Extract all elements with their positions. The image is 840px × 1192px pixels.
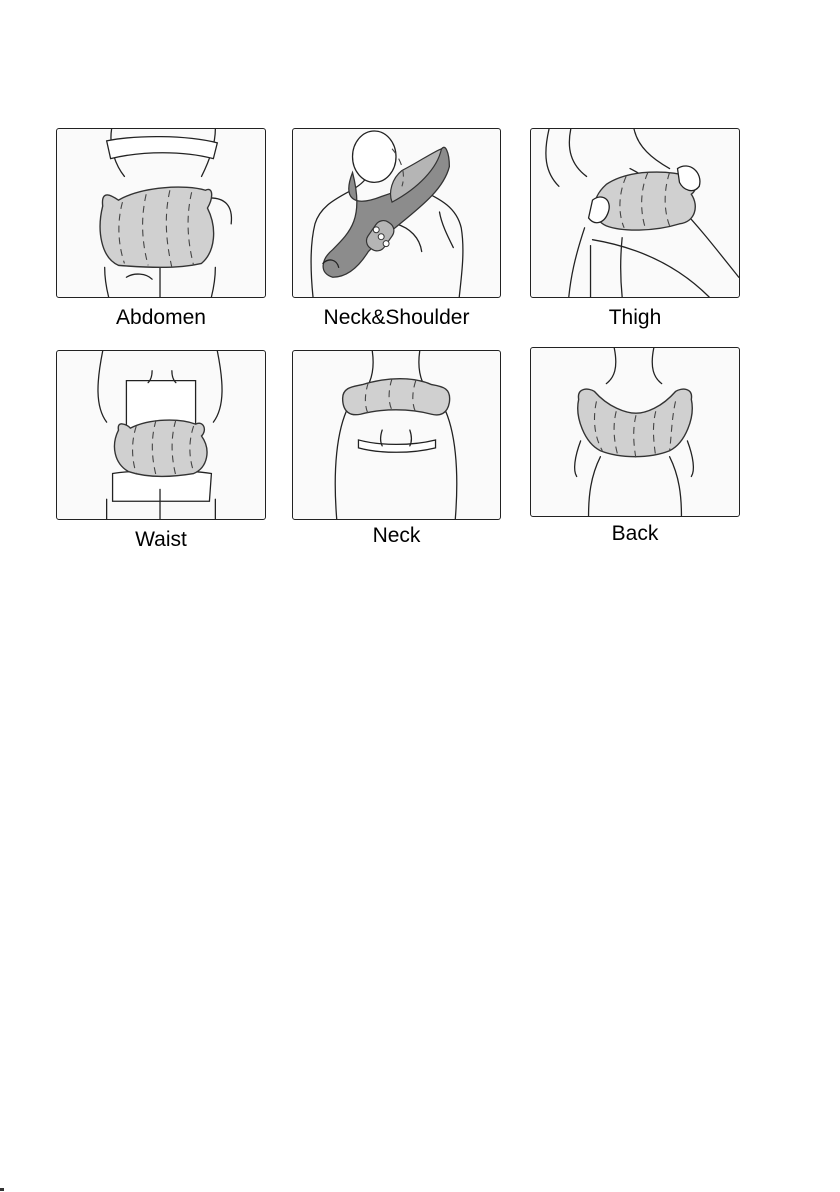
caption-abdomen: Abdomen — [116, 306, 206, 329]
massager-on-neck-shoulder-illustration — [293, 129, 500, 297]
figure-abdomen — [56, 128, 266, 298]
figure-waist — [56, 350, 266, 520]
caption-back: Back — [611, 522, 659, 545]
massager-on-neck-illustration — [293, 351, 500, 519]
caption-thigh: Thigh — [608, 306, 662, 329]
figure-neck — [292, 350, 501, 520]
figure-neck-shoulder — [292, 128, 501, 298]
figure-thigh — [530, 128, 740, 298]
caption-neck-shoulder: Neck&Shoulder — [323, 306, 470, 329]
massager-on-abdomen-illustration — [57, 129, 265, 297]
caption-waist: Waist — [135, 528, 187, 551]
massager-on-back-illustration — [531, 348, 739, 516]
massager-on-thigh-illustration — [531, 129, 739, 297]
massager-on-waist-illustration — [57, 351, 265, 519]
page-edge-mark — [0, 1188, 4, 1191]
caption-neck: Neck — [372, 524, 421, 547]
figure-back — [530, 347, 740, 517]
